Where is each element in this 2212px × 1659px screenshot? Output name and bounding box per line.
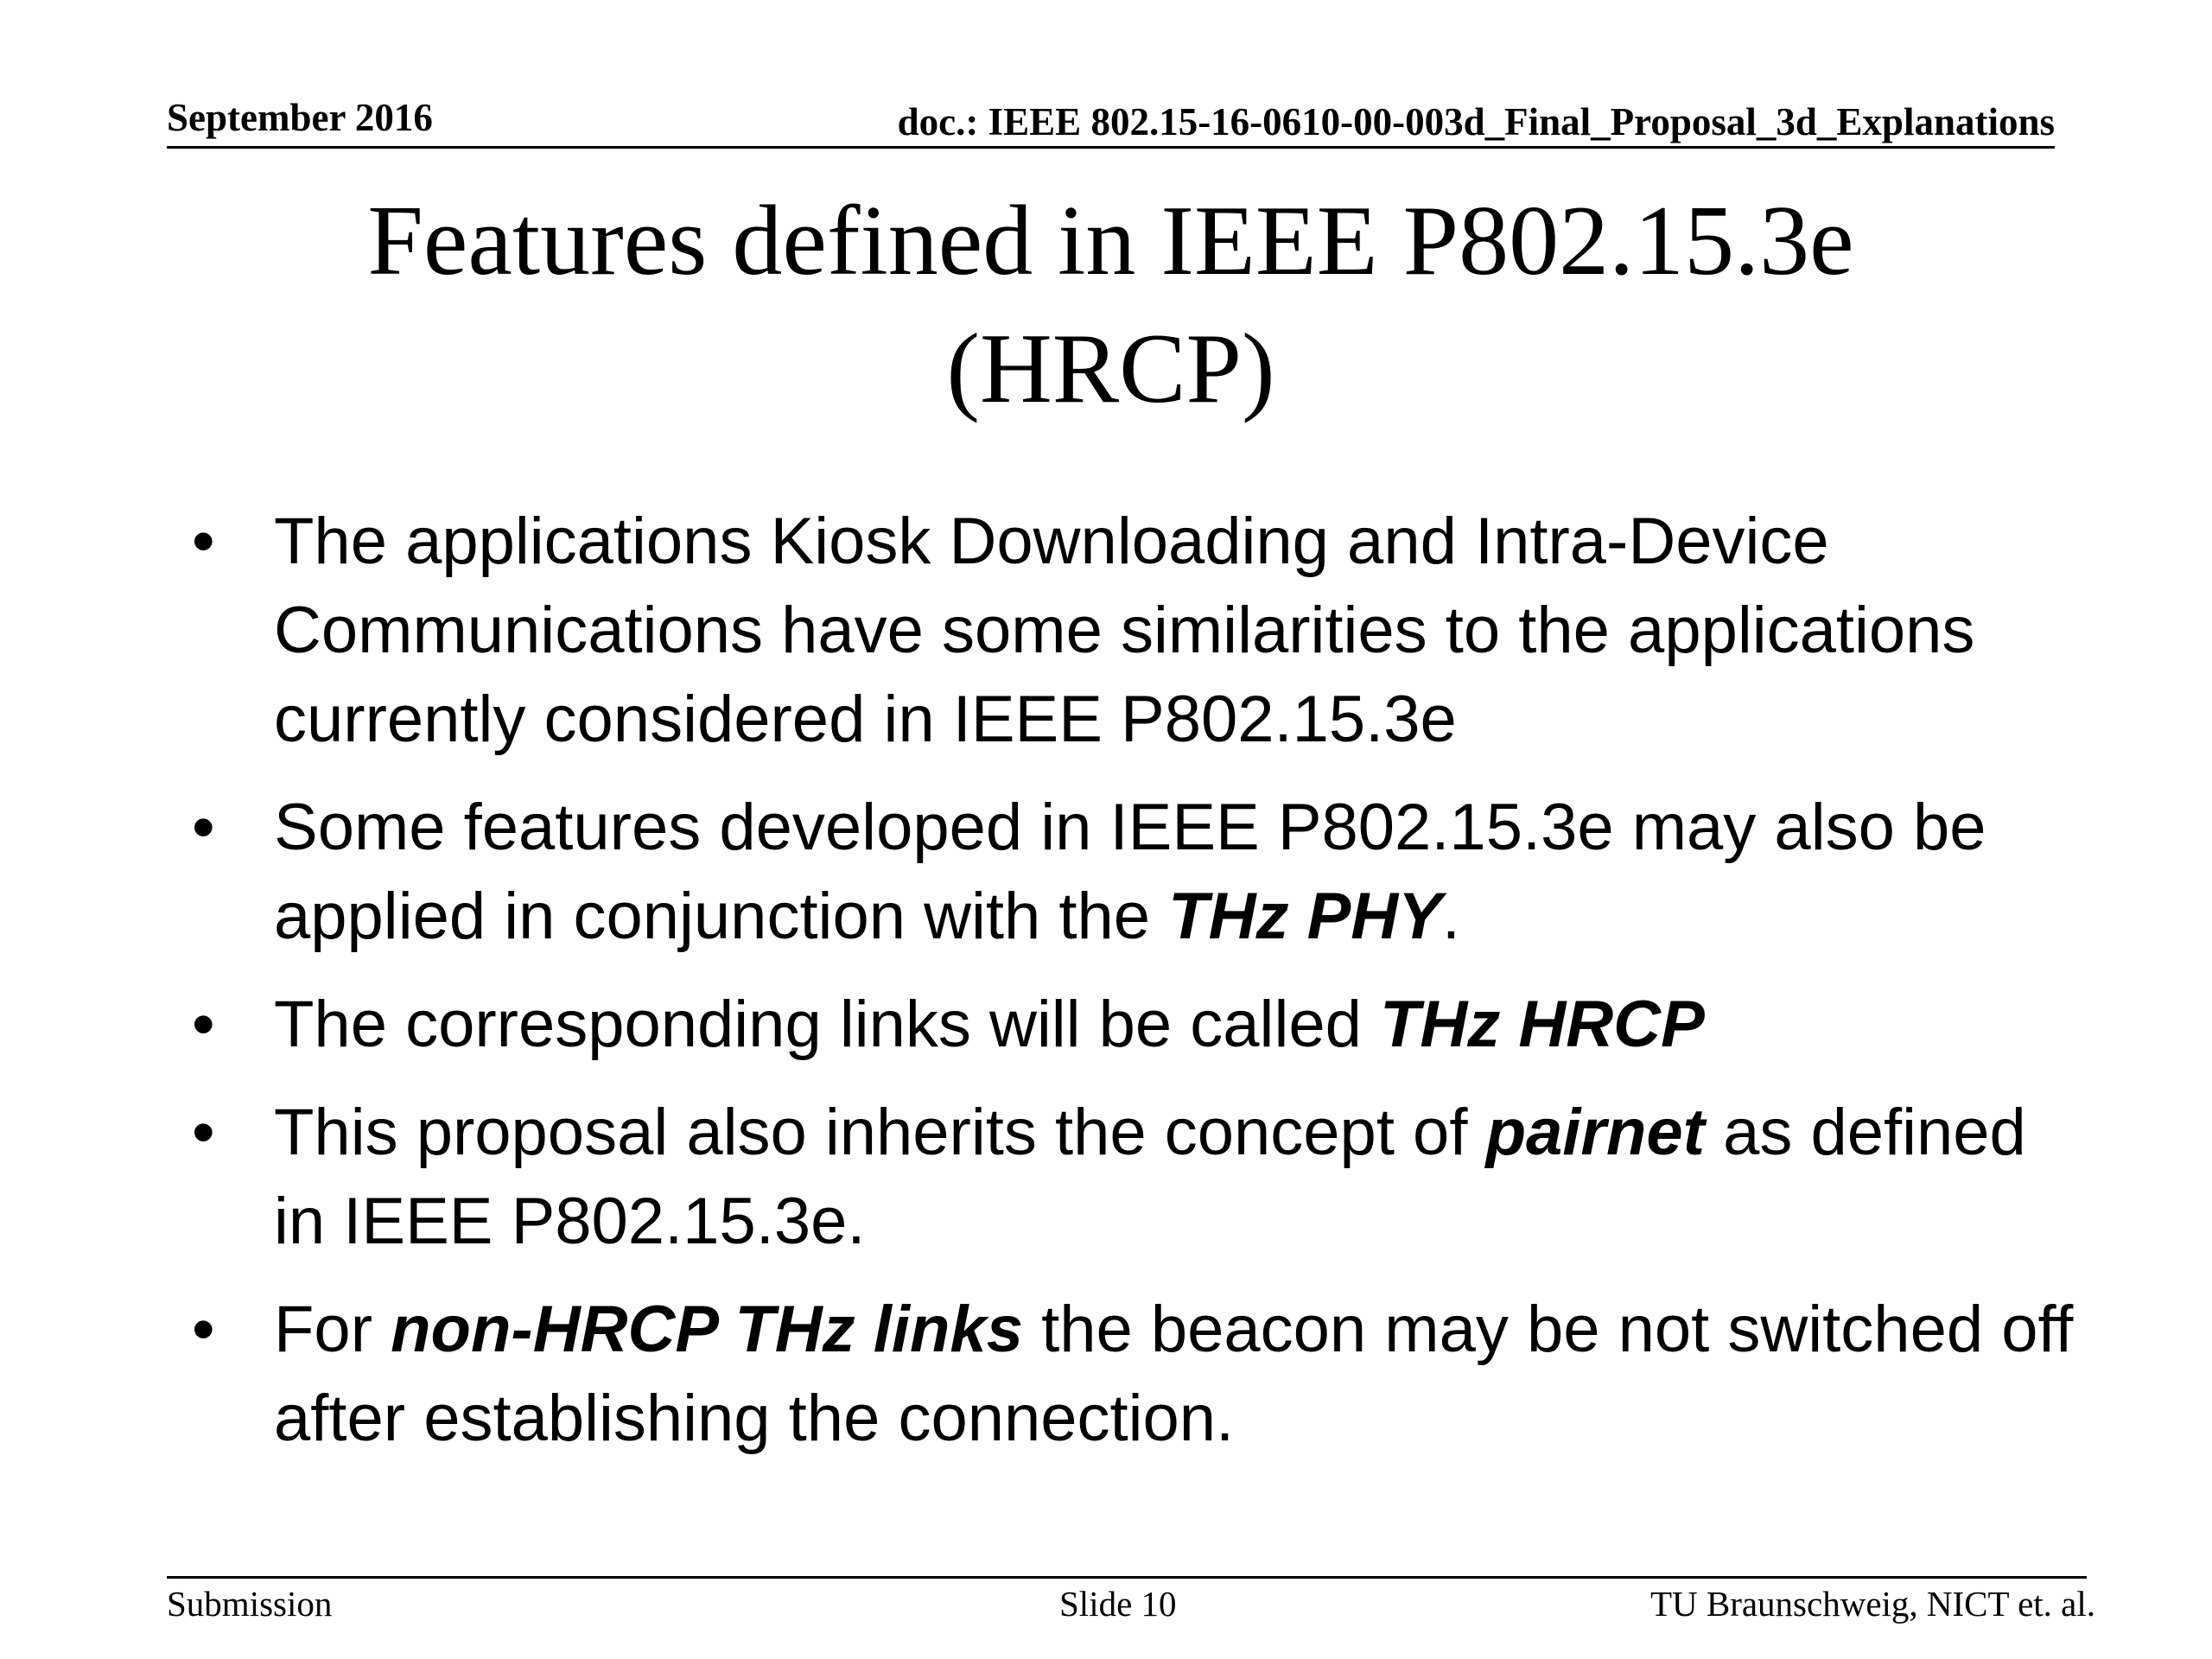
bullet-dot-icon: •: [192, 988, 215, 1061]
bullet-item-3: [192, 980, 2075, 1069]
bullet-item-4: [192, 1088, 2075, 1266]
slide-title: [167, 177, 2055, 433]
bullet-text: The applications Kiosk Downloading and Intra-Device Communications have some similarities to the applications currently considered in IEEE P802.15.3e: [274, 505, 1975, 756]
header-divider: [167, 146, 2055, 149]
bullet-list: [192, 497, 2075, 1482]
bullet-dot-icon: •: [192, 505, 215, 578]
bullet-item-2: [192, 783, 2075, 961]
footer-slide-number: Slide 10: [1059, 1584, 1177, 1624]
footer-divider: [167, 1576, 2087, 1579]
footer-authors: TU Braunschweig, NICT et. al.: [1649, 1584, 2095, 1624]
bullet-text: For: [274, 1293, 391, 1366]
header-doc-id: doc.: IEEE 802.15-16-0610-00-003d_Final_Proposal_3d_Explanations: [897, 100, 2055, 143]
bullet-dot-icon: •: [192, 1096, 215, 1169]
bullet-text: Some features developed in IEEE P802.15.3e may also be applied in conjunction with the: [274, 791, 1986, 953]
bullet-text-tail: the beacon may be not switched off after establishing the connection.: [274, 1293, 2074, 1455]
bullet-text: The corresponding links will be called: [274, 988, 1380, 1061]
bullet-item-1: [192, 497, 2075, 764]
bullet-dot-icon: •: [192, 1293, 215, 1366]
bullet-emphasis: non-HRCP THz links: [391, 1293, 1023, 1366]
bullet-item-5: [192, 1285, 2075, 1463]
header-date: September 2016: [167, 96, 433, 139]
bullet-text-tail: .: [1441, 880, 1460, 953]
bullet-dot-icon: •: [192, 791, 215, 864]
slide-title-line-2: (HRCP): [946, 314, 1275, 424]
bullet-emphasis: pairnet: [1485, 1096, 1705, 1169]
bullet-text: This proposal also inherits the concept of: [274, 1096, 1486, 1169]
slide-title-line-1: Features defined in IEEE P802.15.3e: [367, 186, 1854, 296]
bullet-text-tail: as defined in IEEE P802.15.3e.: [274, 1096, 2026, 1258]
bullet-emphasis: THz PHY: [1168, 880, 1442, 953]
footer-submission: Submission: [167, 1584, 333, 1624]
bullet-emphasis: THz HRCP: [1379, 988, 1705, 1061]
